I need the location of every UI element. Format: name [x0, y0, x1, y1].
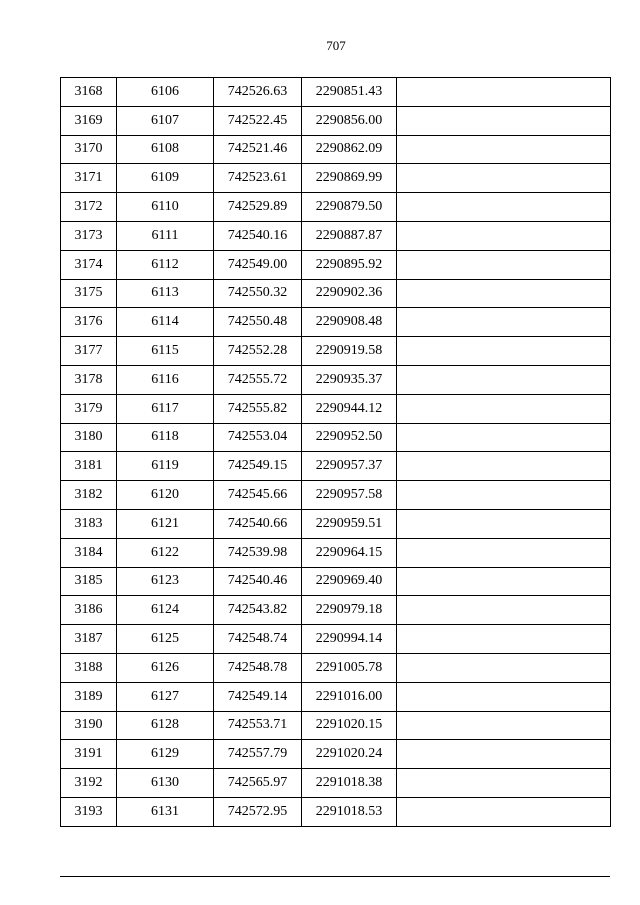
- point-index-cell: 3178: [61, 365, 117, 394]
- table-row: [61, 308, 611, 337]
- point-index-cell: 3172: [61, 193, 117, 222]
- note-cell: [397, 135, 611, 164]
- page-number: 707: [326, 38, 346, 53]
- y-coordinate-cell: 2291020.15: [302, 711, 397, 740]
- point-id-cell: 6117: [117, 394, 214, 423]
- point-id-cell: 6124: [117, 596, 214, 625]
- x-coordinate-cell: 742529.89: [214, 193, 302, 222]
- x-coordinate-cell: 742550.32: [214, 279, 302, 308]
- y-coordinate-cell: 2290887.87: [302, 221, 397, 250]
- table-row: [61, 682, 611, 711]
- table-row: [61, 653, 611, 682]
- x-coordinate-cell: 742555.82: [214, 394, 302, 423]
- point-id-cell: 6128: [117, 711, 214, 740]
- table-row: [61, 538, 611, 567]
- point-id-cell: 6122: [117, 538, 214, 567]
- table-row: [61, 769, 611, 798]
- table-row: [61, 711, 611, 740]
- point-id-cell: 6120: [117, 481, 214, 510]
- x-coordinate-cell: 742549.15: [214, 452, 302, 481]
- note-cell: [397, 711, 611, 740]
- y-coordinate-cell: 2290944.12: [302, 394, 397, 423]
- point-index-cell: 3183: [61, 509, 117, 538]
- table-row: [61, 221, 611, 250]
- coordinates-table: [60, 77, 611, 827]
- point-id-cell: 6131: [117, 797, 214, 826]
- point-id-cell: 6123: [117, 567, 214, 596]
- x-coordinate-cell: 742549.00: [214, 250, 302, 279]
- point-index-cell: 3186: [61, 596, 117, 625]
- table-row: [61, 106, 611, 135]
- point-id-cell: 6127: [117, 682, 214, 711]
- x-coordinate-cell: 742553.04: [214, 423, 302, 452]
- y-coordinate-cell: 2290979.18: [302, 596, 397, 625]
- y-coordinate-cell: 2291018.38: [302, 769, 397, 798]
- note-cell: [397, 106, 611, 135]
- y-coordinate-cell: 2290851.43: [302, 78, 397, 107]
- point-id-cell: 6129: [117, 740, 214, 769]
- x-coordinate-cell: 742545.66: [214, 481, 302, 510]
- table-row: [61, 250, 611, 279]
- point-index-cell: 3179: [61, 394, 117, 423]
- point-index-cell: 3176: [61, 308, 117, 337]
- y-coordinate-cell: 2291018.53: [302, 797, 397, 826]
- note-cell: [397, 797, 611, 826]
- table-row: [61, 452, 611, 481]
- x-coordinate-cell: 742548.78: [214, 653, 302, 682]
- point-id-cell: 6125: [117, 625, 214, 654]
- point-id-cell: 6107: [117, 106, 214, 135]
- point-id-cell: 6118: [117, 423, 214, 452]
- point-index-cell: 3188: [61, 653, 117, 682]
- point-index-cell: 3193: [61, 797, 117, 826]
- point-index-cell: 3170: [61, 135, 117, 164]
- point-index-cell: 3184: [61, 538, 117, 567]
- y-coordinate-cell: 2290952.50: [302, 423, 397, 452]
- note-cell: [397, 365, 611, 394]
- note-cell: [397, 682, 611, 711]
- point-index-cell: 3171: [61, 164, 117, 193]
- y-coordinate-cell: 2291020.24: [302, 740, 397, 769]
- note-cell: [397, 481, 611, 510]
- y-coordinate-cell: 2290862.09: [302, 135, 397, 164]
- x-coordinate-cell: 742550.48: [214, 308, 302, 337]
- point-id-cell: 6119: [117, 452, 214, 481]
- table-row: [61, 625, 611, 654]
- footer-rule: [60, 876, 610, 877]
- point-index-cell: 3175: [61, 279, 117, 308]
- note-cell: [397, 308, 611, 337]
- y-coordinate-cell: 2290964.15: [302, 538, 397, 567]
- x-coordinate-cell: 742523.61: [214, 164, 302, 193]
- table-row: [61, 164, 611, 193]
- x-coordinate-cell: 742522.45: [214, 106, 302, 135]
- y-coordinate-cell: 2290957.37: [302, 452, 397, 481]
- point-id-cell: 6112: [117, 250, 214, 279]
- note-cell: [397, 423, 611, 452]
- point-id-cell: 6111: [117, 221, 214, 250]
- x-coordinate-cell: 742555.72: [214, 365, 302, 394]
- y-coordinate-cell: 2290935.37: [302, 365, 397, 394]
- point-index-cell: 3180: [61, 423, 117, 452]
- x-coordinate-cell: 742540.46: [214, 567, 302, 596]
- point-index-cell: 3190: [61, 711, 117, 740]
- note-cell: [397, 538, 611, 567]
- point-index-cell: 3182: [61, 481, 117, 510]
- x-coordinate-cell: 742557.79: [214, 740, 302, 769]
- table-row: [61, 279, 611, 308]
- note-cell: [397, 769, 611, 798]
- table-row: [61, 596, 611, 625]
- x-coordinate-cell: 742565.97: [214, 769, 302, 798]
- point-id-cell: 6115: [117, 337, 214, 366]
- y-coordinate-cell: 2290957.58: [302, 481, 397, 510]
- note-cell: [397, 337, 611, 366]
- point-id-cell: 6106: [117, 78, 214, 107]
- y-coordinate-cell: 2290959.51: [302, 509, 397, 538]
- y-coordinate-cell: 2290879.50: [302, 193, 397, 222]
- point-index-cell: 3191: [61, 740, 117, 769]
- x-coordinate-cell: 742572.95: [214, 797, 302, 826]
- table-row: [61, 337, 611, 366]
- note-cell: [397, 509, 611, 538]
- y-coordinate-cell: 2290994.14: [302, 625, 397, 654]
- note-cell: [397, 394, 611, 423]
- y-coordinate-cell: 2290895.92: [302, 250, 397, 279]
- note-cell: [397, 452, 611, 481]
- y-coordinate-cell: 2290856.00: [302, 106, 397, 135]
- x-coordinate-cell: 742548.74: [214, 625, 302, 654]
- point-id-cell: 6121: [117, 509, 214, 538]
- note-cell: [397, 221, 611, 250]
- x-coordinate-cell: 742549.14: [214, 682, 302, 711]
- table-row: [61, 193, 611, 222]
- point-id-cell: 6108: [117, 135, 214, 164]
- point-index-cell: 3189: [61, 682, 117, 711]
- table-row: [61, 135, 611, 164]
- x-coordinate-cell: 742521.46: [214, 135, 302, 164]
- note-cell: [397, 596, 611, 625]
- x-coordinate-cell: 742543.82: [214, 596, 302, 625]
- point-index-cell: 3187: [61, 625, 117, 654]
- note-cell: [397, 653, 611, 682]
- table-row: [61, 797, 611, 826]
- point-index-cell: 3174: [61, 250, 117, 279]
- point-index-cell: 3177: [61, 337, 117, 366]
- table-row: [61, 423, 611, 452]
- table-row: [61, 481, 611, 510]
- x-coordinate-cell: 742540.66: [214, 509, 302, 538]
- note-cell: [397, 740, 611, 769]
- table-body: [61, 78, 611, 827]
- table-row: [61, 509, 611, 538]
- point-id-cell: 6130: [117, 769, 214, 798]
- y-coordinate-cell: 2290969.40: [302, 567, 397, 596]
- table-row: [61, 567, 611, 596]
- point-index-cell: 3169: [61, 106, 117, 135]
- table-row: [61, 394, 611, 423]
- point-index-cell: 3185: [61, 567, 117, 596]
- note-cell: [397, 78, 611, 107]
- point-id-cell: 6109: [117, 164, 214, 193]
- note-cell: [397, 164, 611, 193]
- y-coordinate-cell: 2290908.48: [302, 308, 397, 337]
- note-cell: [397, 625, 611, 654]
- y-coordinate-cell: 2291016.00: [302, 682, 397, 711]
- point-id-cell: 6126: [117, 653, 214, 682]
- point-index-cell: 3181: [61, 452, 117, 481]
- x-coordinate-cell: 742539.98: [214, 538, 302, 567]
- note-cell: [397, 193, 611, 222]
- x-coordinate-cell: 742552.28: [214, 337, 302, 366]
- y-coordinate-cell: 2290869.99: [302, 164, 397, 193]
- point-id-cell: 6113: [117, 279, 214, 308]
- point-index-cell: 3192: [61, 769, 117, 798]
- x-coordinate-cell: 742553.71: [214, 711, 302, 740]
- y-coordinate-cell: 2290902.36: [302, 279, 397, 308]
- y-coordinate-cell: 2290919.58: [302, 337, 397, 366]
- point-id-cell: 6114: [117, 308, 214, 337]
- x-coordinate-cell: 742526.63: [214, 78, 302, 107]
- table-row: [61, 78, 611, 107]
- note-cell: [397, 567, 611, 596]
- table-row: [61, 365, 611, 394]
- point-id-cell: 6116: [117, 365, 214, 394]
- x-coordinate-cell: 742540.16: [214, 221, 302, 250]
- table-row: [61, 740, 611, 769]
- note-cell: [397, 279, 611, 308]
- y-coordinate-cell: 2291005.78: [302, 653, 397, 682]
- note-cell: [397, 250, 611, 279]
- point-index-cell: 3173: [61, 221, 117, 250]
- point-index-cell: 3168: [61, 78, 117, 107]
- point-id-cell: 6110: [117, 193, 214, 222]
